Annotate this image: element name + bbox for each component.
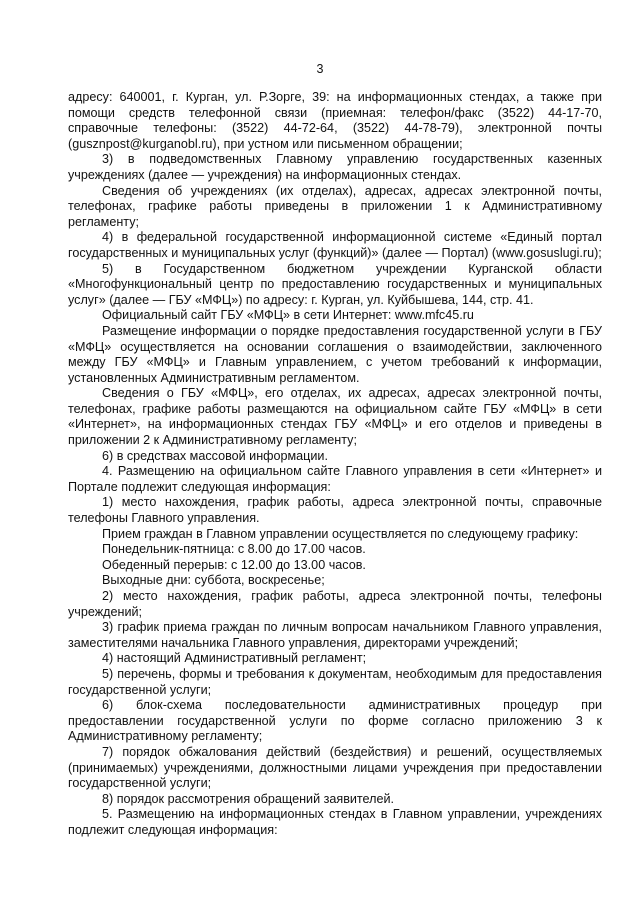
paragraph-mfc-placement: Размещение информации о порядке предоставления государственной услуги в ГБУ «МФЦ» осуществляется на основании соглашения о взаимодействии, заключенного между ГБУ «МФЦ» и Главным управлением, с учетом требований к информации, установленных Административным регламентом. <box>68 323 602 385</box>
paragraph-list-item-2: 2) место нахождения, график работы, адреса электронной почты, телефоны учреждений; <box>68 589 602 619</box>
paragraph-list-item-1: 1) место нахождения, график работы, адреса электронной почты, справочные телефоны Главного управления. <box>68 495 602 526</box>
paragraph-institutions-info: Сведения об учреждениях (их отделах), адресах, адресах электронной почты, телефонах, графике работы приведены в приложении 1 к Административному регламенту; <box>68 183 602 229</box>
paragraph-item-3-institutions: 3) в подведомственных Главному управлению государственных казенных учреждениях (далее — учреждения) на информационных стендах. <box>68 152 602 182</box>
paragraph-days-off: Выходные дни: суббота, воскресенье; <box>102 573 325 588</box>
paragraph-item-6-media: 6) в средствах массовой информации. <box>102 448 328 463</box>
paragraph-section-5-heading: 5. Размещению на информационных стендах в Главном управлении, учреждениях подлежит следующая информация: <box>68 807 602 837</box>
document-body <box>68 90 602 839</box>
paragraph-mfc-website: Официальный сайт ГБУ «МФЦ» в сети Интернет: www.mfc45.ru <box>102 308 474 323</box>
paragraph-reception-schedule: Прием граждан в Главном управлении осуществляется по следующему графику: <box>102 526 579 541</box>
paragraph-address-continuation: адресу: 640001, г. Курган, ул. Р.Зорге, 39: на информационных стендах, а также при помощи средств телефонной связи (приемная: телефон/факс (3522) 44-17-70, справочные телефоны: (3522) 44-72-64, (3522) 44-78-79), электронной почты (gusznpost@kurganobl.ru), при устном или письменном обращении; <box>68 90 602 151</box>
paragraph-list-item-6: 6) блок-схема последовательности административных процедур при предоставлении государственной услуги по форме согласно приложению 3 к Административному регламенту; <box>68 698 602 744</box>
paragraph-list-item-4: 4) настоящий Административный регламент; <box>102 651 367 666</box>
paragraph-list-item-3: 3) график приема граждан по личным вопросам начальником Главного управления, заместителями начальника Главного управления, директорами учреждений; <box>68 620 602 650</box>
paragraph-weekdays: Понедельник-пятница: с 8.00 до 17.00 часов. <box>102 542 366 557</box>
paragraph-list-item-7: 7) порядок обжалования действий (бездействия) и решений, осуществляемых (принимаемых) учреждениями, должностными лицами учреждения при предоставлении государственной услуги; <box>68 744 602 791</box>
paragraph-mfc-info: Сведения о ГБУ «МФЦ», его отделах, их адресах, адресах электронной почты, телефонах, графике работы размещаются на официальном сайте ГБУ «МФЦ» в сети «Интернет», на информационных стендах ГБУ «МФЦ» и его отделов и приведены в приложении 2 к Административному регламенту; <box>68 386 602 448</box>
paragraph-section-4-heading: 4. Размещению на официальном сайте Главного управления в сети «Интернет» и Портале подлежит следующая информация: <box>68 464 602 494</box>
paragraph-list-item-8: 8) порядок рассмотрения обращений заявителей. <box>102 791 395 806</box>
paragraph-item-5-mfc: 5) в Государственном бюджетном учреждении Курганской области «Многофункциональный центр по предоставлению государственных и муниципальных услуг» (далее — ГБУ «МФЦ») по адресу: г. Курган, ул. Куйбышева, 144, стр. 41. <box>68 261 602 307</box>
paragraph-lunch-break: Обеденный перерыв: с 12.00 до 13.00 часов. <box>102 557 366 572</box>
paragraph-item-4-portal: 4) в федеральной государственной информационной системе «Единый портал государственных и муниципальных услуг (функций)» (далее — Портал) (www.gosuslugi.ru); <box>68 230 602 260</box>
page-number: 3 <box>316 62 324 76</box>
paragraph-list-item-5: 5) перечень, формы и требования к документам, необходимым для предоставления государственной услуги; <box>68 666 602 697</box>
